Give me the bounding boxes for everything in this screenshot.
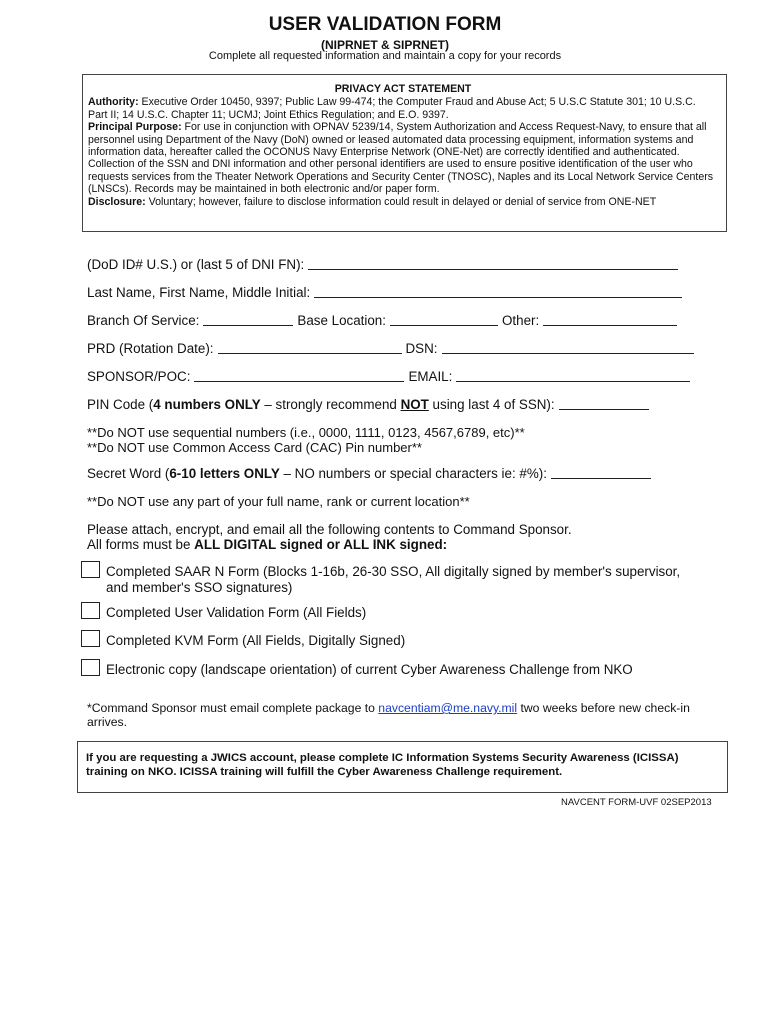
other-field[interactable]: [543, 312, 677, 326]
secret-field[interactable]: [551, 465, 651, 479]
jwics-text: If you are requesting a JWICS account, please complete IC Information Systems Security Awareness (ICISSA) training on NKO. ICISSA training will fulfill the Cyber Awareness Challenge requirement.: [86, 752, 679, 778]
saar-label: Completed SAAR N Form (Blocks 1-16b, 26-30 SSO, All digitally signed by member's supervisor, and member's SSO signatures): [106, 564, 681, 595]
secret-label: Secret Word (6-10 letters ONLY – NO numbers or special characters ie: #%):: [87, 466, 547, 481]
name-row: [87, 284, 686, 300]
cyber-checkbox[interactable]: [81, 659, 100, 676]
uvf-label: Completed User Validation Form (All Fields): [106, 605, 367, 620]
checklist-item-uvf: [81, 602, 366, 621]
cyber-label: Electronic copy (landscape orientation) of current Cyber Awareness Challenge from NKO: [106, 662, 633, 677]
checklist-item-saar: [81, 561, 696, 596]
sponsor-field[interactable]: [194, 368, 404, 382]
other-label: Other:: [501, 313, 540, 328]
signed-instructions: All forms must be ALL DIGITAL signed or ALL INK signed:: [87, 537, 448, 552]
form-instructions: Complete all requested information and maintain a copy for your records: [208, 50, 562, 62]
sponsor-row: [87, 368, 694, 384]
email-label: EMAIL:: [408, 369, 453, 384]
form-title: USER VALIDATION FORM: [268, 14, 502, 35]
prd-row: [87, 340, 698, 356]
name-field[interactable]: [314, 284, 682, 298]
disclosure-label: Disclosure:: [88, 195, 146, 208]
sponsor-email-link[interactable]: navcentiam@me.navy.mil: [378, 701, 518, 715]
dod-id-row: [87, 256, 682, 272]
checklist-item-kvm: [81, 630, 405, 649]
authority-text: Executive Order 10450, 9397; Public Law 99-474; the Computer Fraud and Abuse Act; 5 U.S.C Statute 301; 10 U.S.C. Part II; 14 U.S.C. Chapter 11; UCMJ; Joint Ethics Regulation; and E.O. 9397.: [88, 96, 696, 121]
kvm-checkbox[interactable]: [81, 630, 100, 647]
base-location-label: Base Location:: [297, 313, 386, 328]
prd-label: PRD (Rotation Date):: [87, 341, 214, 356]
checklist-item-cyber: [81, 659, 633, 678]
authority-paragraph: [88, 96, 718, 121]
form-id: NAVCENT FORM-UVF 02SEP2013: [561, 797, 712, 808]
privacy-heading: PRIVACY ACT STATEMENT: [334, 83, 472, 95]
purpose-text: For use in conjunction with OPNAV 5239/14, System Authorization and Access Request-Navy, to ensure that all personnel using Department of the Navy (DoN) owned or leased automated data processing equipment, information systems and information data, hereafter called the OCONUS Navy Enterprise Network (ONE-Net) are correctly identified and authenticated. Collection of the SSN and DNI information and other personal identifiers are used to ensure positive identification of the user who requests services from the Theater Network Operations and Security Center (TNOSC), Naples and its Local Network Service Centers (LNSCs). Records may be maintained in both electronic and/or paper form.: [88, 121, 714, 196]
authority-label: Authority:: [88, 96, 139, 109]
form-subtitle: (NIPRNET & SIPRNET): [320, 38, 449, 52]
cac-note: **Do NOT use Common Access Card (CAC) Pin number**: [87, 440, 422, 455]
secret-row: [87, 465, 655, 481]
name-rule-note: **Do NOT use any part of your full name, rank or current location**: [87, 494, 470, 509]
dsn-label: DSN:: [405, 341, 438, 356]
branch-field[interactable]: [203, 312, 293, 326]
branch-label: Branch Of Service:: [87, 313, 200, 328]
sequential-note: **Do NOT use sequential numbers (i.e., 0000, 1111, 0123, 4567,6789, etc)**: [87, 425, 525, 440]
sponsor-note: *Command Sponsor must email complete package to navcentiam@me.navy.mil two weeks before new check-in arrives.: [87, 701, 690, 729]
base-location-field[interactable]: [390, 312, 498, 326]
pin-row: [87, 396, 653, 412]
dod-id-field[interactable]: [308, 256, 678, 270]
pin-field[interactable]: [559, 396, 649, 410]
name-label: Last Name, First Name, Middle Initial:: [87, 285, 311, 300]
purpose-paragraph: [88, 121, 718, 195]
pin-label: PIN Code (4 numbers ONLY – strongly recommend NOT using last 4 of SSN):: [87, 397, 555, 412]
purpose-label: Principal Purpose:: [88, 121, 182, 134]
branch-row: [87, 312, 681, 328]
saar-checkbox[interactable]: [81, 561, 100, 578]
dod-id-label: (DoD ID# U.S.) or (last 5 of DNI FN):: [87, 257, 305, 272]
uvf-checkbox[interactable]: [81, 602, 100, 619]
jwics-notice-box: [77, 741, 728, 793]
disclosure-text: Voluntary; however, failure to disclose information could result in delayed or denial of service from ONE-NET: [145, 195, 657, 208]
privacy-act-box: [82, 74, 727, 232]
dsn-field[interactable]: [442, 340, 694, 354]
attach-instructions: Please attach, encrypt, and email all the following contents to Command Sponsor.: [87, 522, 572, 537]
kvm-label: Completed KVM Form (All Fields, Digitally Signed): [106, 633, 406, 648]
sponsor-label: SPONSOR/POC:: [87, 369, 191, 384]
prd-field[interactable]: [218, 340, 402, 354]
email-field[interactable]: [456, 368, 690, 382]
disclosure-paragraph: [88, 196, 718, 208]
